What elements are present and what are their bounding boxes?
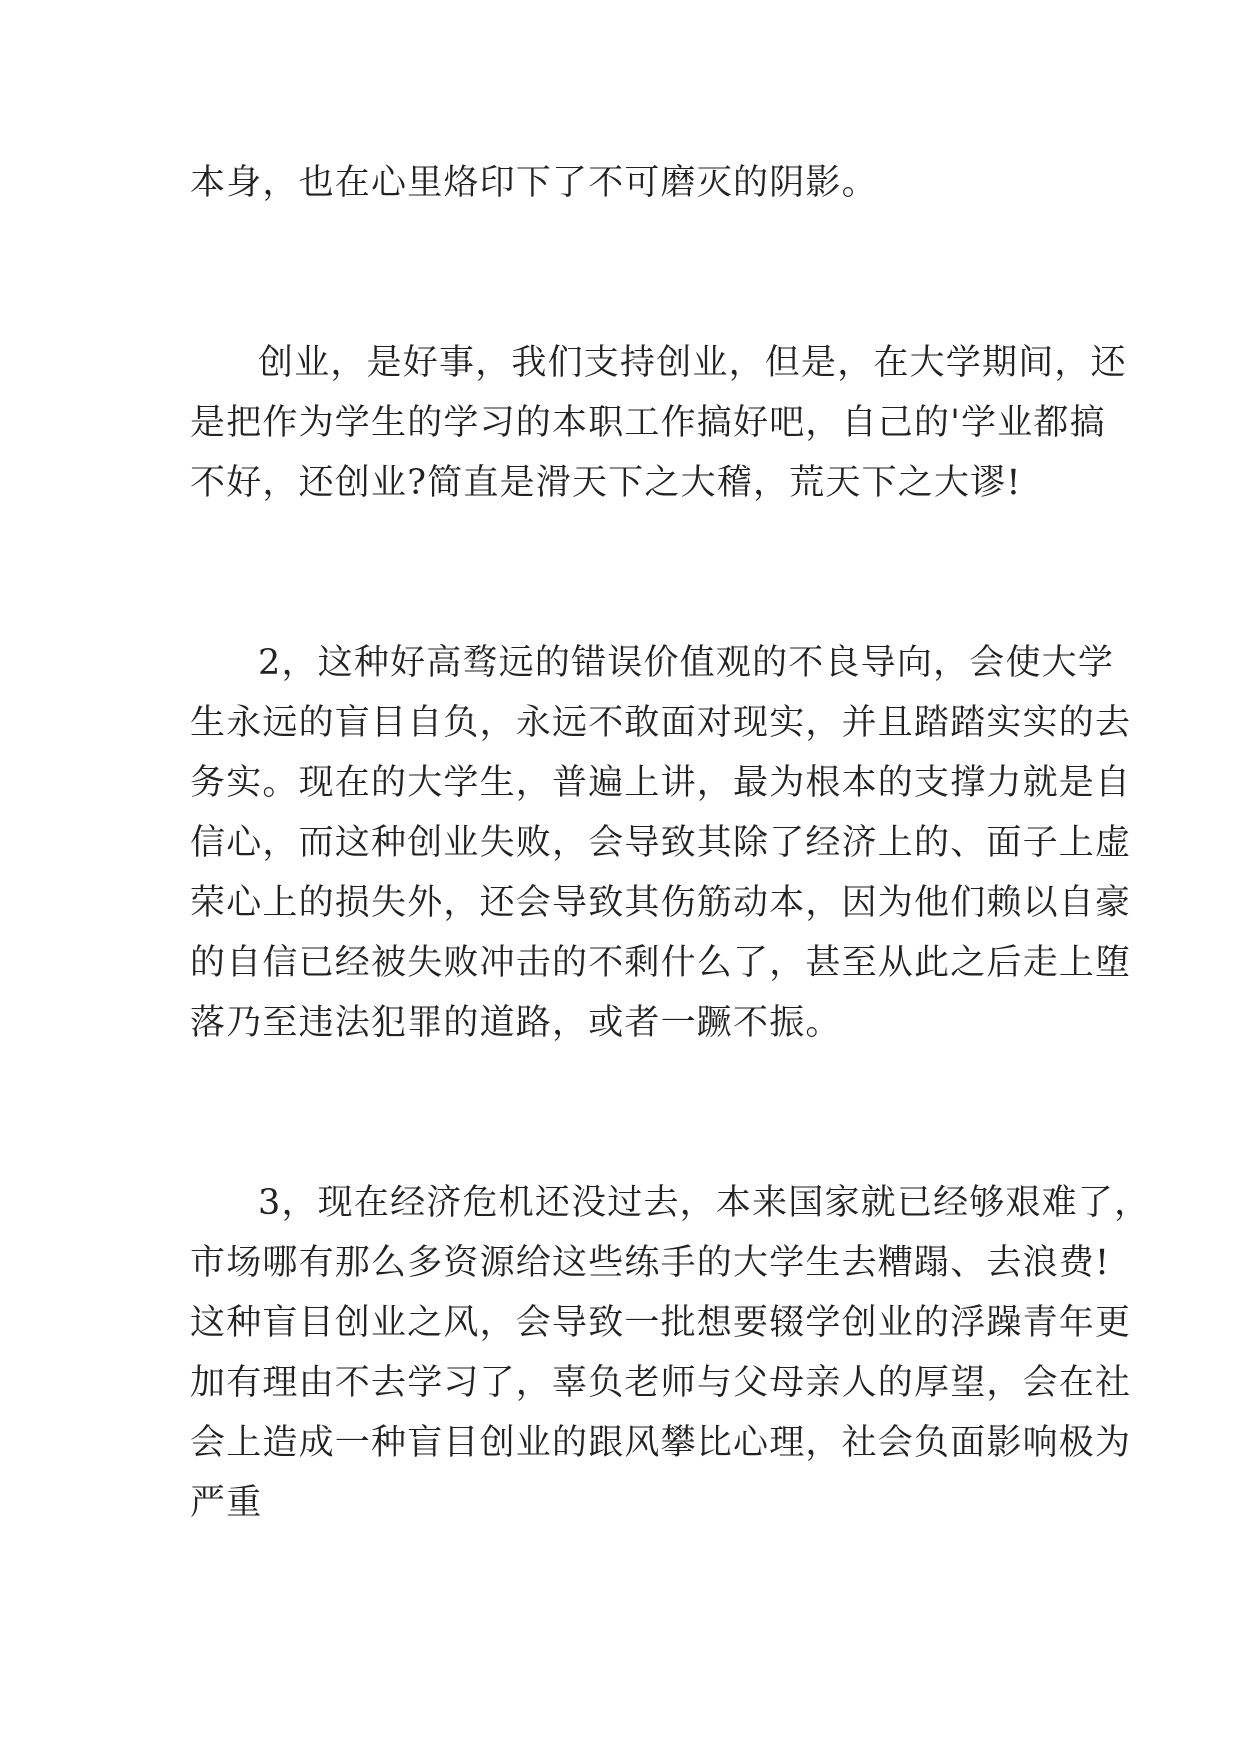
paragraph-3-line-2: 生永远的盲目自负，永远不敢面对现实，并且踏踏实实的去 bbox=[190, 703, 1132, 743]
paragraph-3-line-4: 信心，而这种创业失败，会导致其除了经济上的、面子上虚 bbox=[190, 823, 1132, 863]
paragraph-2-line-1: 创业，是好事，我们支持创业，但是，在大学期间，还 bbox=[258, 343, 1127, 383]
paragraph-3-line-3: 务实。现在的大学生，普遍上讲，最为根本的支撑力就是自 bbox=[190, 763, 1132, 803]
paragraph-2-line-3: 不好，还创业?简直是滑天下之大稽，荒天下之大谬! bbox=[190, 463, 1022, 503]
paragraph-4-line-5: 会上造成一种盲目创业的跟风攀比心理，社会负面影响极为 bbox=[190, 1423, 1132, 1463]
paragraph-3-line-6: 的自信已经被失败冲击的不剩什么了，甚至从此之后走上堕 bbox=[190, 943, 1132, 983]
paragraph-4-line-4: 加有理由不去学习了，辜负老师与父母亲人的厚望，会在社 bbox=[190, 1363, 1132, 1403]
paragraph-3-line-1: 2，这种好高骛远的错误价值观的不良导向，会使大学 bbox=[258, 643, 1115, 683]
paragraph-4-line-2: 市场哪有那么多资源给这些练手的大学生去糟蹋、去浪费! bbox=[190, 1243, 1111, 1283]
paragraph-4-line-1: 3，现在经济危机还没过去，本来国家就已经够艰难了， bbox=[258, 1183, 1151, 1223]
paragraph-2-line-2: 是把作为学生的学习的本职工作搞好吧，自己的'学业都搞 bbox=[190, 403, 1106, 443]
paragraph-3-line-7: 落乃至违法犯罪的道路，或者一蹶不振。 bbox=[190, 1003, 842, 1043]
paragraph-4-line-3: 这种盲目创业之风，会导致一批想要辍学创业的浮躁青年更 bbox=[190, 1303, 1132, 1343]
paragraph-1-line-1: 本身，也在心里烙印下了不可磨灭的阴影。 bbox=[190, 163, 878, 203]
paragraph-4-line-6: 严重 bbox=[190, 1483, 263, 1523]
paragraph-3-line-5: 荣心上的损失外，还会导致其伤筋动本，因为他们赖以自豪 bbox=[190, 883, 1132, 923]
